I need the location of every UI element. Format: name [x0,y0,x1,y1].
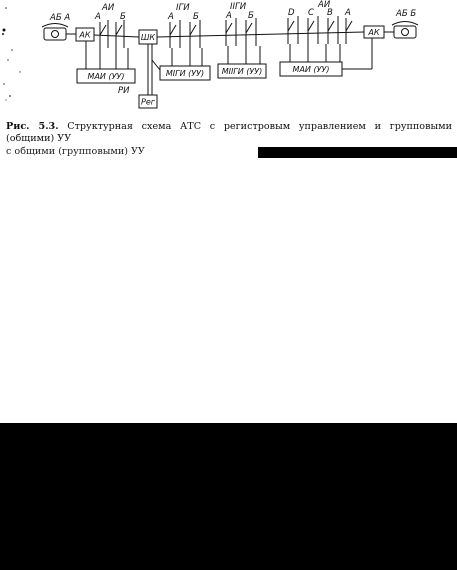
subscriber-a-label: АБ А [50,13,71,23]
grade-b-left: Б [120,12,126,22]
grade-b-gi2: Б [248,11,254,21]
figure-number: Рис. 5.3. [6,121,59,132]
figure-caption [6,121,452,144]
subscriber-b-label: АБ Б [396,9,417,19]
grade-v-right: В [327,8,333,18]
grade-d-right: D [288,8,295,18]
grade-a-right: А [345,8,351,18]
mai-right-text: МАИ (УУ) [292,65,330,74]
telephone-left-icon [42,24,76,41]
ai-right-label: АИ [318,0,331,10]
grade-a-gi1: А [168,12,174,22]
grade-b-gi1: Б [193,12,199,22]
gi1-label: IГИ [176,3,190,13]
mai-left-text: МАИ (УУ) [87,72,125,81]
bleed-through-text: с общими (групповыми) УУ [6,146,145,157]
migi2-text: МIIГИ (УУ) [221,67,263,76]
gi2-label: IIГИ [230,2,247,12]
ak-right-text: АК [368,28,380,37]
shk-text: ШК [140,33,156,42]
reg-text: Рег [141,97,155,107]
scan-black-strip [258,147,457,158]
ai-left-label: АИ [102,3,115,13]
structural-diagram [0,0,457,140]
grade-c-right: С [308,8,314,18]
migi1-text: МIГИ (УУ) [165,69,205,78]
scan-black-block [0,423,457,570]
caption-text: Структурная схема АТС с регистровым управлением и групповыми (общими) УУ [6,121,452,144]
ri-label: РИ [118,86,130,96]
telephone-right-icon [384,22,418,39]
grade-a-left: А [95,12,101,22]
ak-left-text: АК [79,30,91,40]
grade-a-gi2: А [226,11,232,21]
